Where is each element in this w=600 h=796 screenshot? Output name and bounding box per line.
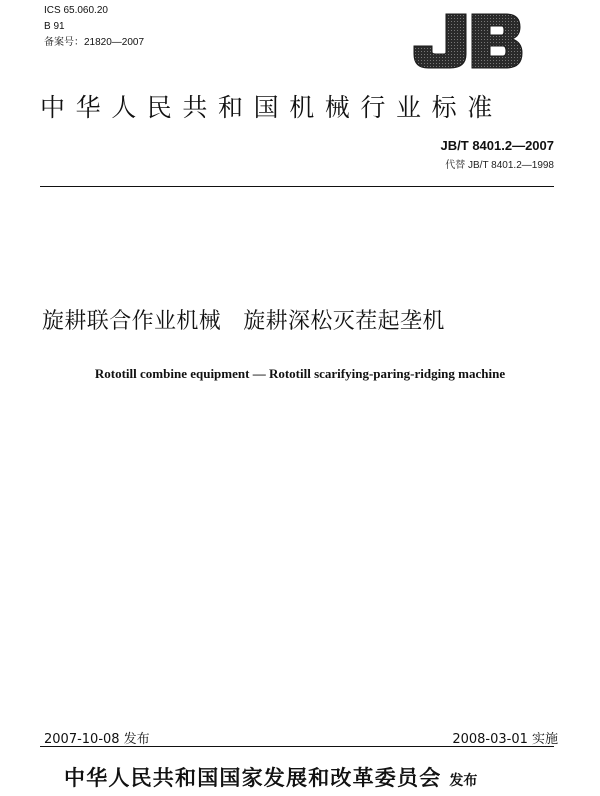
ccs-code: B 91: [44, 21, 65, 32]
header-divider: [40, 186, 554, 187]
filing-number: 备案号：21820—2007: [44, 37, 145, 48]
title-part-1: 旋耕联合作业机械: [42, 309, 222, 334]
standard-number: JB/T 8401.2—2007: [440, 138, 554, 153]
jb-logo: [408, 8, 526, 72]
title-part-2: 旋耕深松灭茬起垄机: [243, 309, 445, 334]
implementation-date: 2008-03-01 实施: [452, 732, 558, 747]
publisher-organization: 中华人民共和国国家发展和改革委员会: [64, 766, 442, 790]
document-title-cn: [42, 304, 445, 335]
replaces-note: 代替 JB/T 8401.2—1998: [445, 160, 554, 171]
publish-verb: 发布: [449, 773, 478, 789]
document-title-en: Rototill combine equipment — Rototill scarifying-paring-ridging machine: [94, 366, 506, 381]
issue-date: 2007-10-08 发布: [44, 732, 150, 747]
standard-title: 中华人民共和国机械行业标准: [40, 93, 503, 122]
ics-code: ICS 65.060.20: [44, 5, 108, 16]
header-codes: [44, 3, 144, 51]
footer-divider: [40, 746, 554, 747]
publisher-line: [64, 762, 477, 792]
